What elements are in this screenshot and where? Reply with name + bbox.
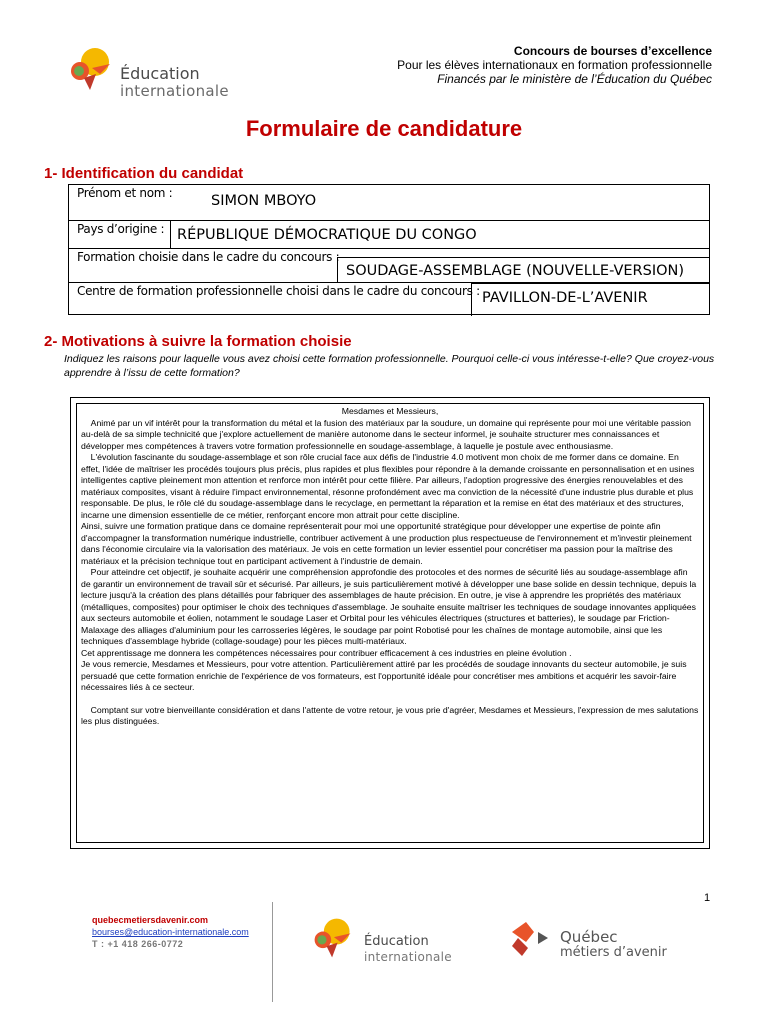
footer-contact [92,914,249,950]
contest-title: Concours de bourses d’excellence [513,44,712,58]
quebec-logo-mark-icon [508,918,556,958]
header-info [397,44,712,86]
logo-text-line2: internationale [120,82,229,100]
candidate-identification-table [68,184,710,315]
quebec-logo-line1: Québec [560,928,618,946]
motivation-letter-text[interactable] [76,403,704,843]
center-field-box [471,283,709,316]
program-row [69,249,709,283]
contest-subtitle: Pour les élèves internationaux en formation professionnelle [397,58,712,72]
letter-paragraph-2: L'évolution fascinante du soudage-assemblage et son rôle crucial face aux défis de l'industrie 4.0 motivent mon choix de me former dans ce domaine. En effet, l'idée de maîtriser les procédés toujours plus précis, plus rapides et plus flexibles pour répondre à la demande croissante en personnalisation et en usines intelligentes captive pleinement mon attention et renforce mon intérêt pour cette filière. Par ailleurs, l'adoption progressive des énergies renouvelables et des matériaux composites, visant à réduire l'impact environnemental, résonne profondément avec ma conviction de la nécessité d'une industrie plus durable et plus responsable. De plus, le rôle clé du soudage-assemblage dans le recyclage, en permettant la réparation et la remise en état des matériaux et des structures, incarne une dimension essentielle de ce métier, renforçant encore mon attrait pour cette discipline. [81,452,697,520]
logo-mark-icon [66,44,116,94]
footer-email-link[interactable]: bourses@education-internationale.com [92,927,249,937]
contest-funding: Financés par le ministère de l’Éducation du Québec [437,72,712,86]
letter-salutation: Mesdames et Messieurs, [341,406,439,416]
letter-paragraph-5: Cet apprentissage me donnera les compétences nécessaires pour contribuer efficacement à ces industries en pleine évolution . [81,647,572,658]
country-field[interactable]: RÉPUBLIQUE DÉMOCRATIQUE DU CONGO [177,227,477,243]
footer-website-link[interactable]: quebecmetiersdavenir.com [92,915,209,925]
footer-logo-line2: internationale [364,950,452,964]
letter-paragraph-4: Pour atteindre cet objectif, je souhaite acquérir une compréhension approfondie des protocoles et des normes de sécurité liés au soudage-assemblage afin de garantir un environnement de travail sûr et sécurisé. Par ailleurs, je suis particulièrement motivé à développer une base solide en dessin technique, depuis la lecture jusqu'à la création des plans détaillés pour fabriquer des assemblages de haute précision. En outre, je vise à apprendre les propriétés des matériaux (métalliques, composites) pour optimiser le choix des techniques d'assemblage. Je souhaite ensuite maîtriser les techniques de soudage innovantes appliquées aux secteurs automobile et éolien, notamment le soudage Laser et Orbital pour les véhicules électriques (structures et batteries), le soudage par Friction-Malaxage des alliages d'aluminium pour les carrosseries légères, le soudage par point Robotisé pour les chaînes de montage automobile, ainsi que les techniques d'assemblage hybride (collage-soudage) pour les pièces multi-matériaux. [81,567,699,646]
footer-divider [272,902,273,1002]
center-row [69,283,709,316]
page-number: 1 [704,892,711,904]
section-1-heading: 1- Identification du candidat [44,165,244,182]
section-2-heading: 2- Motivations à suivre la formation choisie [44,333,352,350]
footer-logo-line1: Éducation [364,934,429,949]
country-row [69,221,709,249]
name-row [69,185,709,221]
footer-education-internationale-logo [310,915,480,965]
footer-logo-mark-icon [310,915,356,961]
center-field[interactable]: PAVILLON-DE-L’AVENIR [482,290,648,306]
quebec-logo-line2: métiers d’avenir [560,945,667,960]
footer-phone: T : +1 418 266-0772 [92,939,184,949]
program-label: Formation choisie dans le cadre du concours : [77,250,340,264]
center-label: Centre de formation professionnelle choisi dans le cadre du concours : [77,284,480,298]
letter-paragraph-6: Je vous remercie, Mesdames et Messieurs, pour votre attention. Particulièrement attiré par les procédés de soudage innovants du secteur automobile, je suis persuadé que cette formation enrichie de l'expérience de vos formateurs, est l'opportunité idéale pour concrétiser mes ambitions et acquérir les savoir-faire nécessaires liés à ce secteur. [81,659,687,692]
education-internationale-logo [66,44,236,104]
logo-text-line1: Éducation [120,64,200,83]
program-field[interactable]: SOUDAGE-ASSEMBLAGE (NOUVELLE-VERSION) [346,263,685,279]
name-label: Prénom et nom : [77,186,173,200]
section-2-instructions: Indiquez les raisons pour laquelle vous avez choisi cette formation professionnelle. Pourquoi celle-ci vous intéresse-t-elle? Que croyez-vous apprendre à l’issu de cette formation? [64,353,715,379]
program-field-box [337,257,709,282]
quebec-metiers-avenir-logo [508,918,668,968]
letter-paragraph-7: Comptant sur votre bienveillante considération et dans l'attente de votre retour, je vous prie d'agréer, Mesdames et Messieurs, l'expression de mes salutations les plus distinguées. [81,704,701,726]
page-title: Formulaire de candidature [245,116,523,141]
name-field[interactable]: SIMON MBOYO [211,193,317,209]
letter-paragraph-1: Animé par un vif intérêt pour la transformation du métal et la fusion des matériaux par la soudure, un domaine qui représente pour moi une véritable passion au-delà de sa simple technicité que j'explore actuellement de manière autonome dans le secteur informel, je souhaite structurer mes connaissances et développer mes compétences à travers votre formation professionnelle en soudage-assemblage, à laquelle je postule avec enthousiasme. [81,417,694,451]
letter-paragraph-3: Ainsi, suivre une formation pratique dans ce domaine représenterait pour moi une opportunité stratégique pour développer une expertise de pointe afin d'accompagner la transformation numérique industrielle, contribuer activement à une production plus respectueuse de l'environnement et m'investir pleinement dans l'économie circulaire via la valorisation des matériaux. Je vois en cette formation un levier essentiel pour concrétiser ma passion pour la maîtrise des matériaux et la précision technique tout en participant activement à l'industrie de demain. [81,521,692,566]
motivation-letter-box [70,397,710,849]
country-label: Pays d’origine : [77,222,165,236]
country-field-box [170,221,709,248]
